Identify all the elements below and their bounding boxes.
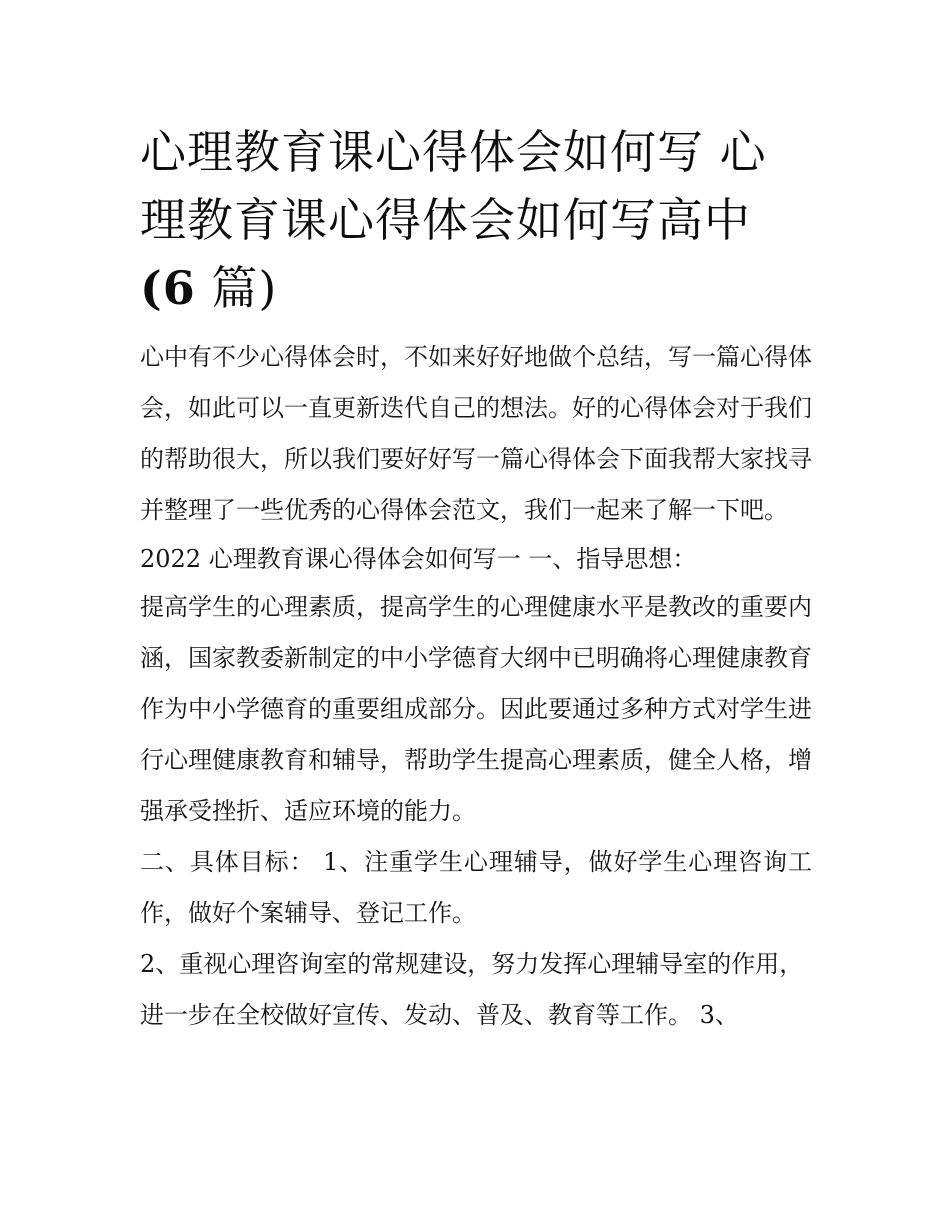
- specific-goals-paragraph: 二、具体目标： 1、注重学生心理辅导，做好学生心理咨询工作，做好个案辅导、登记工作。: [140, 848, 812, 927]
- guiding-thought-paragraph: 提高学生的心理素质，提高学生的心理健康水平是教改的重要内涵，国家教委新制定的中小学德育大纲中已明确将心理健康教育作为中小学德育的重要组成部分。因此要通过多种方式对学生进行心理健康教育和辅导，帮助学生提高心理素质，健全人格，增强承受挫折、适应环境的能力。: [140, 593, 812, 825]
- title-count-suffix: 篇): [195, 261, 278, 315]
- section-heading: 2022 心理教育课心得体会如何写一 一、指导思想：: [140, 545, 697, 573]
- goal-2-paragraph: 2、重视心理咨询室的常规建设，努力发挥心理辅导室的作用，进一步在全校做好宣传、发动、普及、教育等工作。 3、: [140, 950, 804, 1029]
- document-title: [140, 118, 812, 322]
- title-count: (6: [140, 261, 196, 315]
- document-body: [140, 118, 812, 1041]
- title-line-2: 理教育课心得体会如何写高中: [140, 193, 751, 247]
- title-line-1: 心理教育课心得体会如何写 心: [140, 125, 767, 179]
- intro-paragraph: 心中有不少心得体会时，不如来好好地做个总结，写一篇心得体会，如此可以一直更新迭代自己的想法。好的心得体会对于我们的帮助很大，所以我们要好好写一篇心得体会下面我帮大家找寻并整理了一些优秀的心得体会范文，我们一起来了解一下吧。: [140, 343, 812, 524]
